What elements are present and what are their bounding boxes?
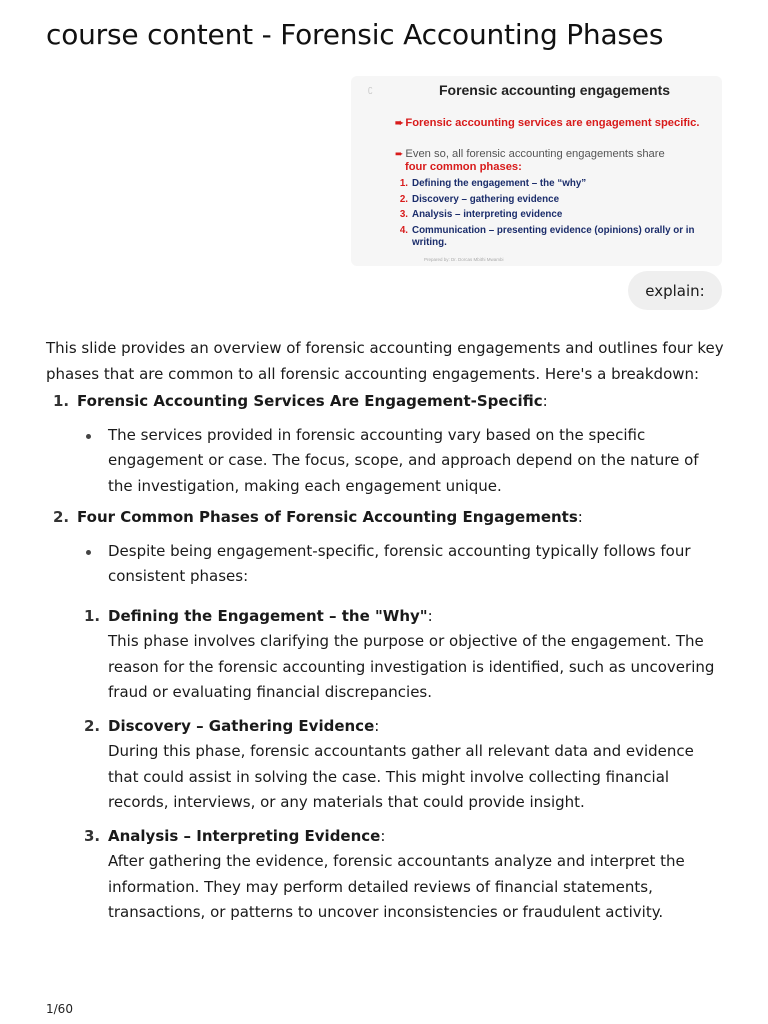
arrow-bullet-icon: ➨ [395,149,404,160]
section-bullets [77,539,726,590]
phase-text: During this phase, forensic accountants gather all relevant data and evidence that could assist in solving the case. This might involve collecting financial records, interviews, or any materials that could provide insight. [108,742,694,811]
section-heading: Four Common Phases of Forensic Accounting Engagements [77,508,578,526]
slide-logo-icon: ʗ [368,84,373,94]
heading-colon: : [374,716,380,735]
phase-number: 2. [84,716,101,735]
slide-phase-text: Discovery – gathering evidence [412,193,560,205]
slide-phase-number: 3. [399,209,408,220]
phase-heading: Analysis – Interpreting Evidence [108,826,381,845]
page-counter: 1/60 [46,1002,73,1016]
phase-text: After gathering the evidence, forensic accountants analyze and interpret the information. They may perform detailed reviews of financial statements, transactions, or patterns to uncover inconsistencies or fraudulent activity. [108,852,685,921]
phase-item [77,824,726,926]
slide-bullet-2-highlight: four common phases: [405,161,522,173]
bullet-item [77,423,726,500]
slide-phase-number: 1. [399,178,408,189]
phase-item [77,714,726,816]
phase-number: 3. [84,826,101,845]
slide-phase-number: 2. [399,193,408,205]
bullet-dot [86,434,91,439]
slide-image [351,76,722,266]
arrow-bullet-icon: ➨ [395,118,404,129]
section-bullets [77,423,726,500]
bullet-text: The services provided in forensic accounting vary based on the specific engagement or case. The focus, scope, and approach depend on the nature of the investigation, making each engagement unique. [108,425,699,495]
slide-bullet-1 [395,117,715,130]
section-item [46,389,726,499]
phase-list [77,604,726,926]
section-item [46,505,726,926]
heading-colon: : [542,392,548,410]
assistant-response [46,336,726,926]
heading-colon: : [427,606,433,625]
slide-phase-text: Analysis – interpreting evidence [412,209,563,220]
section-number: 1. [53,392,70,410]
page-title: course content - Forensic Accounting Phases [46,18,664,51]
phase-number: 1. [84,606,101,625]
heading-colon: : [380,826,386,845]
slide-phase-number: 4. [399,224,408,236]
section-heading: Forensic Accounting Services Are Engagement-Specific [77,392,543,410]
slide-credit: Prepared by: Dr. Dorcas Mbithi Mwambi [424,257,504,262]
response-intro: This slide provides an overview of forensic accounting engagements and outlines four key phases that are common to all forensic accounting engagements. Here's a breakdown: [46,339,724,383]
heading-colon: : [577,508,583,526]
section-number: 2. [53,508,70,526]
slide-title: Forensic accounting engagements [438,82,671,98]
slide-bullet-1-text: Forensic accounting services are engagement specific. [405,117,700,129]
slide-phase-list [395,178,715,252]
slide-phase-item [395,209,715,221]
slide-phase-item [395,178,715,190]
slide-phase-item [395,194,715,206]
slide-bullet-2-text: Even so, all forensic accounting engagements share [405,148,665,160]
phase-item [77,604,726,706]
bullet-dot [86,550,91,555]
slide-bullet-2 [395,148,715,174]
bullet-text: Despite being engagement-specific, forensic accounting typically follows four consistent phases: [108,541,691,585]
slide-phase-text: Defining the engagement – the “why” [412,178,587,189]
phase-heading: Defining the Engagement – the "Why" [108,606,428,625]
phase-heading: Discovery – Gathering Evidence [108,716,375,735]
slide-phase-item [395,225,715,249]
slide-phase-text: Communication – presenting evidence (opinions) orally or in writing. [412,224,695,248]
bullet-item [77,539,726,590]
phase-text: This phase involves clarifying the purpose or objective of the engagement. The reason for the forensic accounting investigation is identified, such as uncovering fraud or evaluating financial discrepancies. [108,632,715,701]
section-list [46,389,726,926]
user-message-bubble: explain: [628,271,722,310]
